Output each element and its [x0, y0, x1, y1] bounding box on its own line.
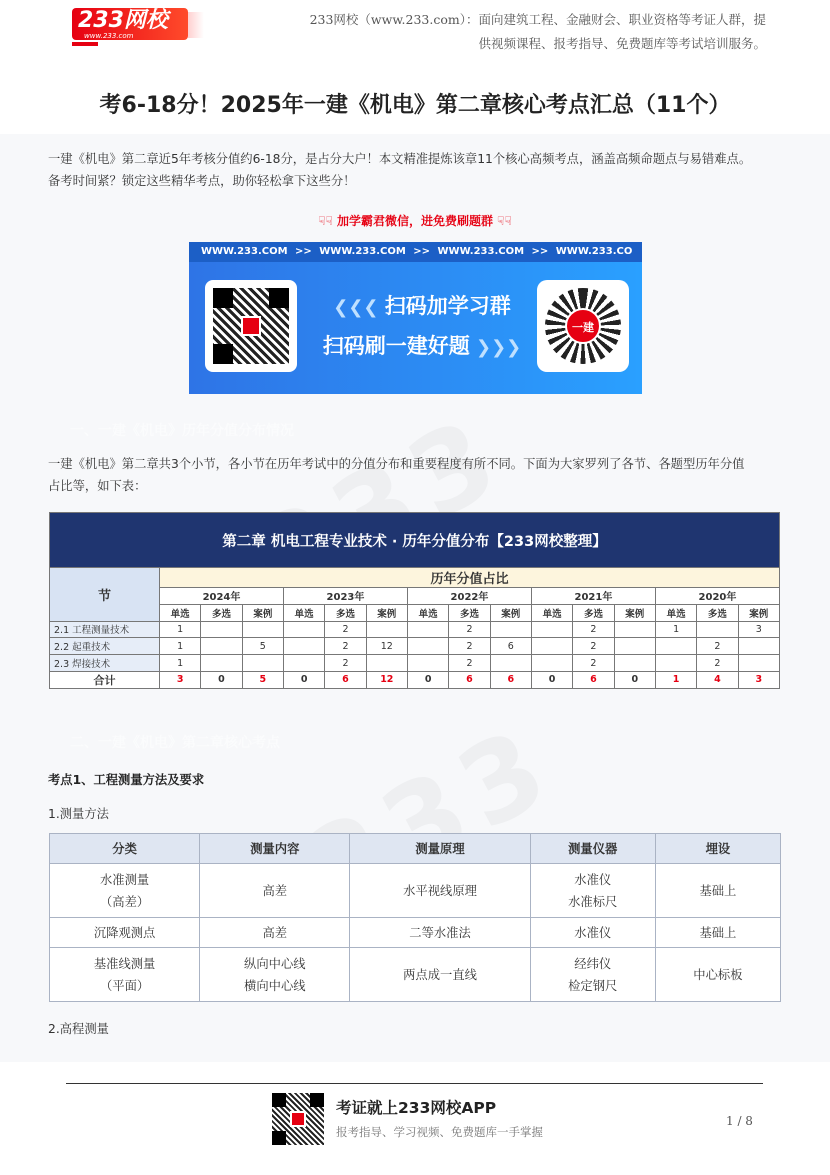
cell-line: 二等水准法 [409, 925, 471, 940]
table-cell [350, 948, 530, 1002]
score-cell [201, 638, 242, 655]
cell-line: 横向中心线 [244, 978, 306, 993]
score-cell: 6 [490, 638, 531, 655]
logo-fade [188, 12, 204, 38]
score-cell [407, 638, 448, 655]
year-header: 2022年 [407, 588, 531, 605]
year-header: 2024年 [160, 588, 284, 605]
total-cell: 4 [697, 671, 738, 688]
type-header: 多选 [449, 604, 490, 621]
score-cell [738, 638, 779, 655]
cell-line: 基准线测量 [93, 956, 156, 971]
score-cell [614, 655, 655, 672]
score-cell [490, 655, 531, 672]
sub-heading-2: 2.高程测量 [48, 1022, 109, 1036]
type-header: 单选 [407, 604, 448, 621]
table-row [50, 948, 781, 1002]
cell-line: 水准仪 [574, 872, 612, 887]
total-cell: 5 [242, 671, 283, 688]
score-cell: 5 [242, 638, 283, 655]
footer-tagline: 报考指导、学习视频、免费题库一手掌握 [336, 1125, 543, 1139]
section-heading-1: 一、一建《机电》历年分值分布情况 [70, 423, 294, 439]
table-row [50, 638, 780, 655]
score-cell [201, 621, 242, 638]
cell-line: 水准测量 [100, 872, 150, 887]
score-cell [283, 638, 324, 655]
total-cell: 3 [738, 671, 779, 688]
row-section-name: 2.3 焊接技术 [50, 655, 160, 672]
cell-line: 高差 [262, 883, 288, 898]
score-cell [531, 638, 572, 655]
total-cell: 1 [655, 671, 696, 688]
sub-heading-1: 1.测量方法 [48, 807, 109, 821]
intro-paragraph [48, 148, 788, 192]
score-cell: 2 [573, 638, 614, 655]
table-row [50, 864, 781, 918]
total-cell: 6 [573, 671, 614, 688]
score-cell [614, 621, 655, 638]
total-cell: 0 [531, 671, 572, 688]
score-cell: 12 [366, 638, 407, 655]
total-cell: 0 [407, 671, 448, 688]
cell-line: 水准标尺 [568, 894, 618, 909]
score-cell [366, 655, 407, 672]
type-header: 多选 [201, 604, 242, 621]
banner-line1: ❮❮❮ 扫码加学习群 [333, 294, 511, 318]
score-cell [655, 655, 696, 672]
column-header: 测量内容 [200, 834, 350, 864]
table-cell [50, 948, 200, 1002]
type-header: 单选 [531, 604, 572, 621]
score-cell: 2 [449, 638, 490, 655]
type-header: 单选 [283, 604, 324, 621]
column-header: 分类 [50, 834, 200, 864]
total-row [50, 671, 780, 688]
score-cell: 1 [160, 638, 201, 655]
score-cell [490, 621, 531, 638]
col-section-header: 节 [50, 568, 160, 622]
cell-line: 基础上 [699, 883, 737, 898]
footer-divider [66, 1083, 763, 1084]
type-header: 案例 [614, 604, 655, 621]
footer-qr-code [272, 1093, 324, 1145]
table-cell [50, 864, 200, 918]
intro-line2: 备考时间紧？锁定这些精华考点，助你轻松拿下这些分！ [48, 174, 356, 188]
column-header: 测量原理 [350, 834, 530, 864]
type-header: 多选 [697, 604, 738, 621]
score-cell [531, 621, 572, 638]
score-cell [738, 655, 779, 672]
table-cell [530, 948, 655, 1002]
cell-line: 中心标板 [693, 967, 743, 982]
column-header: 测量仪器 [530, 834, 655, 864]
key-point-1: 考点1、工程测量方法及要求 [48, 773, 205, 787]
year-header: 2020年 [655, 588, 779, 605]
qr-code-left [205, 280, 297, 372]
table-cell [530, 918, 655, 948]
score-cell [242, 621, 283, 638]
qr-banner[interactable] [189, 242, 642, 394]
score-cell [283, 621, 324, 638]
banner-line2: 扫码刷一建好题 ❯❯❯ [322, 334, 522, 358]
cell-line: （高差） [100, 894, 150, 909]
cell-line: 高差 [262, 925, 288, 940]
year-header: 2021年 [531, 588, 655, 605]
qr-label: 一建 [565, 308, 601, 344]
intro-line1: 一建《机电》第二章近5年考核分值约6-18分，是占分大户！本文精准提炼该章11个核心高频考点，涵盖高频命题点与易错难点。 [48, 152, 752, 166]
score-cell: 2 [325, 655, 366, 672]
banner-url-strip: WWW.233.COM >> WWW.233.COM >> WWW.233.COM >> WWW.233.CO [189, 242, 642, 262]
score-cell: 1 [160, 655, 201, 672]
table-cell [200, 948, 350, 1002]
footer-app-title[interactable]: 考证就上233网校APP [336, 1099, 497, 1117]
logo-accent [72, 42, 98, 46]
cell-line: 纵向中心线 [244, 956, 306, 971]
row-section-name: 2.2 起重技术 [50, 638, 160, 655]
type-header: 单选 [160, 604, 201, 621]
cell-line: （平面） [100, 978, 150, 993]
total-cell: 12 [366, 671, 407, 688]
type-header: 案例 [242, 604, 283, 621]
score-cell [697, 621, 738, 638]
table-cell [655, 864, 780, 918]
logo-text: 233网校 [72, 8, 188, 40]
score-cell: 2 [449, 655, 490, 672]
cell-line: 基础上 [699, 925, 737, 940]
table-cell [530, 864, 655, 918]
cell-line: 经纬仪 [574, 956, 612, 971]
section1-line2: 占比等，如下表： [48, 479, 147, 493]
score-cell: 1 [655, 621, 696, 638]
table-cell [200, 864, 350, 918]
score-cell: 1 [160, 621, 201, 638]
cell-line: 水准仪 [574, 925, 612, 940]
total-cell: 3 [160, 671, 201, 688]
type-header: 案例 [490, 604, 531, 621]
col-history-header: 历年分值占比 [160, 568, 780, 588]
score-cell: 2 [697, 638, 738, 655]
score-cell [242, 655, 283, 672]
score-cell: 2 [573, 621, 614, 638]
table-cell [655, 918, 780, 948]
table-cell [350, 918, 530, 948]
cell-line: 水平视线原理 [403, 883, 477, 898]
table-cell [200, 918, 350, 948]
type-header: 多选 [573, 604, 614, 621]
score-cell: 2 [325, 621, 366, 638]
total-cell: 6 [449, 671, 490, 688]
table-cell [655, 948, 780, 1002]
total-cell: 6 [490, 671, 531, 688]
logo-url: www.233.com [84, 32, 134, 40]
score-cell [366, 621, 407, 638]
total-cell: 0 [201, 671, 242, 688]
page-header [0, 0, 830, 56]
score-cell: 3 [738, 621, 779, 638]
score-cell [614, 638, 655, 655]
score-cell: 2 [697, 655, 738, 672]
page-number: 1 / 8 [726, 1114, 753, 1128]
table-row [50, 655, 780, 672]
column-header: 埋设 [655, 834, 780, 864]
score-cell: 2 [325, 638, 366, 655]
total-cell: 0 [614, 671, 655, 688]
header-desc-line2: 供视频课程、报考指导、免费题库等考试培训服务。 [478, 36, 766, 51]
score-cell [283, 655, 324, 672]
cell-line: 两点成一直线 [403, 967, 477, 982]
header-desc-line1: 233网校（www.233.com）：面向建筑工程、金融财会、职业资格等考证人群，提 [309, 12, 766, 27]
score-cell [655, 638, 696, 655]
table-row [50, 918, 781, 948]
document-body [0, 134, 830, 1062]
section1-paragraph [48, 453, 788, 497]
type-header: 案例 [366, 604, 407, 621]
cell-line: 检定钢尺 [568, 978, 618, 993]
total-cell: 0 [283, 671, 324, 688]
score-cell: 2 [573, 655, 614, 672]
promo-link[interactable]: ☟☟ 加学霸君微信，进免费刷题群 ☟☟ [318, 214, 512, 228]
type-header: 多选 [325, 604, 366, 621]
logo[interactable] [72, 8, 204, 46]
qr-code-right [537, 280, 629, 372]
table-cell [350, 864, 530, 918]
type-header: 单选 [655, 604, 696, 621]
row-section-name: 2.1 工程测量技术 [50, 621, 160, 638]
score-distribution-table [49, 512, 780, 689]
score-cell: 2 [449, 621, 490, 638]
score-table-caption: 第二章 机电工程专业技术 · 历年分值分布【233网校整理】 [50, 513, 780, 568]
score-cell [201, 655, 242, 672]
table-row [50, 621, 780, 638]
header-description [286, 8, 766, 56]
total-label: 合计 [50, 671, 160, 688]
score-cell [407, 621, 448, 638]
type-header: 案例 [738, 604, 779, 621]
section-heading-2: 二、一建《机电》第二章核心考点 [70, 735, 280, 751]
measurement-table [49, 833, 781, 1002]
table-cell [50, 918, 200, 948]
page-title: 考6-18分！2025年一建《机电》第二章核心考点汇总（11个） [99, 93, 731, 118]
score-cell [531, 655, 572, 672]
score-cell [407, 655, 448, 672]
year-header: 2023年 [283, 588, 407, 605]
total-cell: 6 [325, 671, 366, 688]
cell-line: 沉降观测点 [93, 925, 156, 940]
section1-line1: 一建《机电》第二章共3个小节，各小节在历年考试中的分值分布和重要程度有所不同。下面为大家罗列了各节、各题型历年分值 [48, 457, 745, 471]
